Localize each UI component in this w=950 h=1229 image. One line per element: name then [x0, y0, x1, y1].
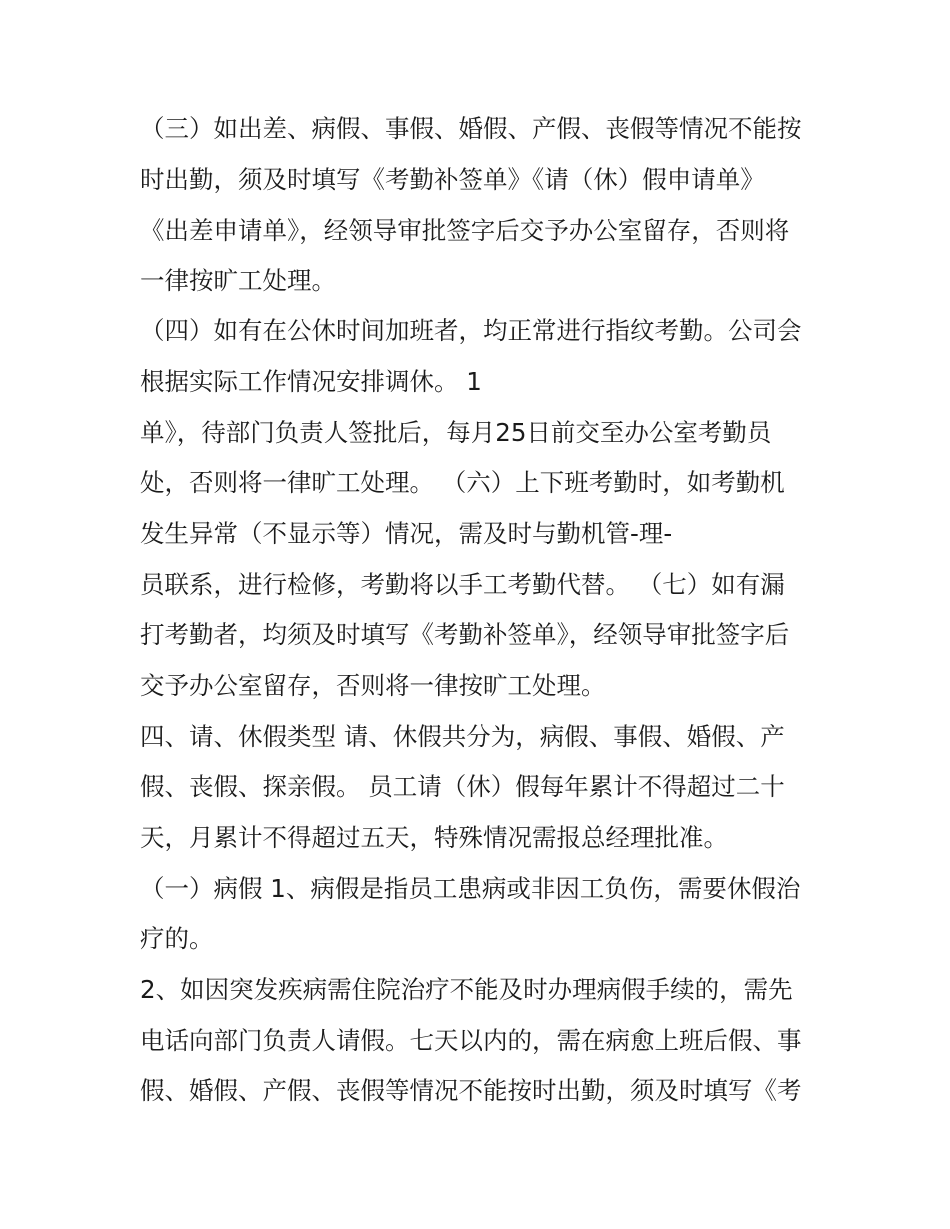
text-line: （四）如有在公休时间加班者，均正常进行指纹考勤。公司会	[140, 316, 802, 345]
text-line: （一）病假 1、病假是指员工患病或非因工负伤，需要休假治	[140, 874, 801, 903]
text-line: 假、婚假、产假、丧假等情况不能按时出勤，须及时填写《考	[140, 1076, 802, 1105]
text-line: 四、请、休假类型 请、休假共分为，病假、事假、婚假、产	[140, 722, 785, 751]
text-line: 单》，待部门负责人签批后，每月25日前交至办公室考勤员	[140, 418, 772, 447]
text-line: 2、如因突发疾病需住院治疗不能及时办理病假手续的，需先	[140, 975, 793, 1004]
text-line: 一律按旷工处理。	[140, 266, 336, 295]
text-line: 打考勤者，均须及时填写《考勤补签单》，经领导审批签字后	[140, 620, 790, 649]
text-line: （三）如出差、病假、事假、婚假、产假、丧假等情况不能按	[140, 114, 802, 143]
text-line: 员联系，进行检修，考勤将以手工考勤代替。 （七）如有漏	[140, 570, 785, 599]
text-line: 电话向部门负责人请假。七天以内的，需在病愈上班后假、事	[140, 1026, 802, 1055]
text-line: 天，月累计不得超过五天，特殊情况需报总经理批准。	[140, 823, 728, 852]
text-line: 《出差申请单》，经领导审批签字后交予办公室留存，否则将	[140, 216, 790, 245]
text-line: 处，否则将一律旷工处理。 （六）上下班考勤时，如考勤机	[140, 468, 785, 497]
text-line: 时出勤，须及时填写《考勤补签单》《请（休）假申请单》	[140, 165, 765, 194]
text-line: 根据实际工作情况安排调休。 1	[140, 367, 482, 396]
text-line: 交予办公室留存，否则将一律按旷工处理。	[140, 671, 606, 700]
text-line: 疗的。	[140, 924, 214, 953]
text-line: 发生异常（不显示等）情况，需及时与勤机管-理-	[140, 519, 673, 548]
text-line: 假、丧假、探亲假。 员工请（休）假每年累计不得超过二十	[140, 772, 785, 801]
